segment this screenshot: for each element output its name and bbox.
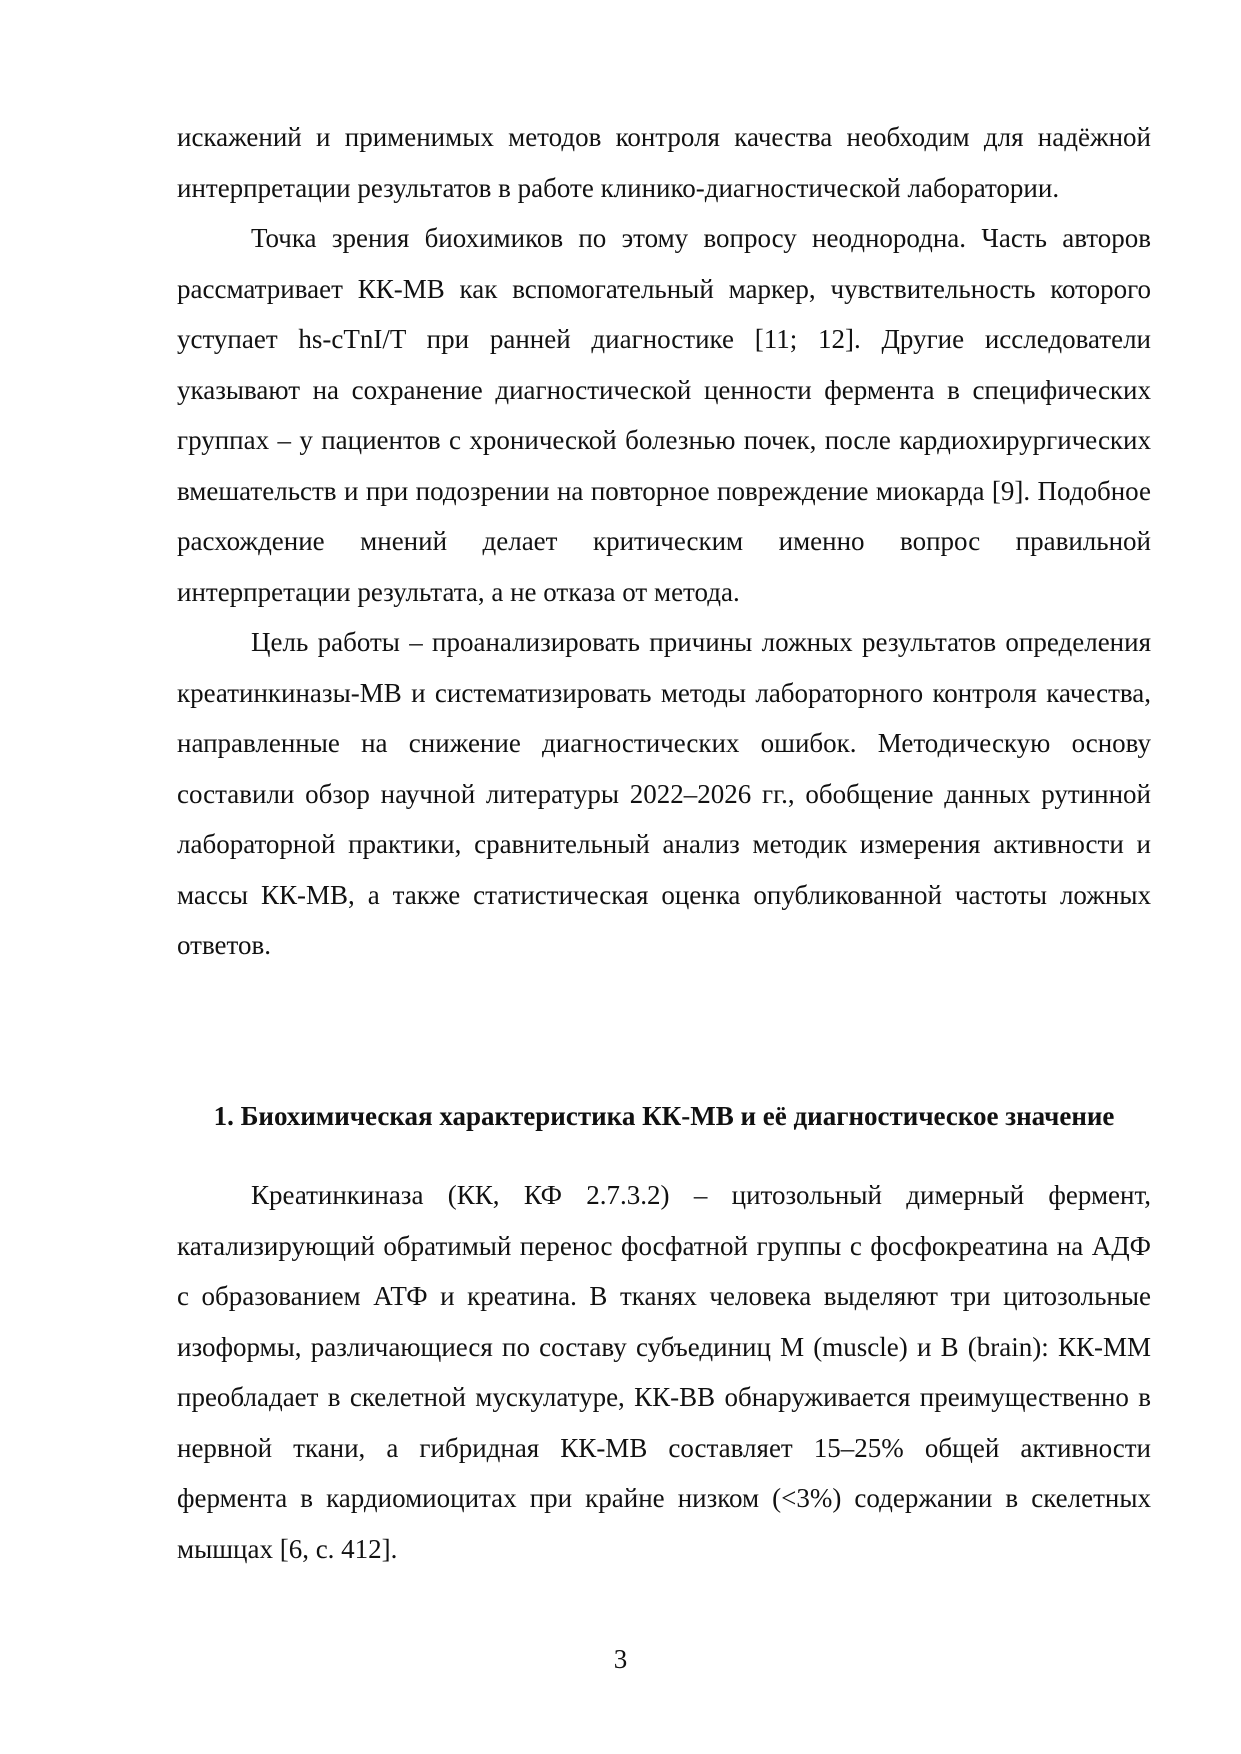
paragraph-aim: Цель работы – проанализировать причины ложных результатов определения креатинкиназы-МВ и систематизировать методы лабораторного контроля качества, направленные на снижение диагностических ошибок. Методическую основу составили обзор научной литературы 2022–2026 гг., обобщение данных рутинной лабораторной практики, сравнительный анализ методик измерения активности и массы КК-МВ, а также статистическая оценка опубликованной частоты ложных ответов. — [177, 627, 1151, 960]
body-text — [177, 112, 1151, 971]
paragraph-viewpoints: Точка зрения биохимиков по этому вопросу неоднородна. Часть авторов рассматривает КК-МВ как вспомогательный маркер, чувствительность которого уступает hs-cTnI/T при ранней диагностике [11; 12]. Другие исследователи указывают на сохранение диагностической ценности фермента в специфических группах – у пациентов с хронической болезнью почек, после кардиохирургических вмешательств и при подозрении на повторное повреждение миокарда [9]. Подобное расхождение мнений делает критическим именно вопрос правильной интерпретации результата, а не отказа от метода. — [177, 223, 1151, 607]
section-body — [177, 1170, 1151, 1574]
paragraph-continuation: искажений и применимых методов контроля качества необходим для надёжной интерпретации результатов в работе клинико-диагностической лаборатории. — [177, 122, 1151, 203]
section-heading: 1. Биохимическая характеристика КК-МВ и её диагностическое значение — [213, 1101, 1115, 1131]
page-number: 3 — [613, 1644, 628, 1674]
paragraph-creatine-kinase: Креатинкиназа (КК, КФ 2.7.3.2) – цитозольный димерный фермент, катализирующий обратимый перенос фосфатной группы с фосфокреатина на АДФ с образованием АТФ и креатина. В тканях человека выделяют три цитозольные изоформы, различающиеся по составу субъединиц М (muscle) и В (brain): КК-ММ преобладает в скелетной мускулатуре, КК-ВВ обнаруживается преимущественно в нервной ткани, а гибридная КК-МВ составляет 15–25% общей активности фермента в кардиомиоцитах при крайне низком (<3%) содержании в скелетных мышцах [6, с. 412]. — [177, 1180, 1151, 1564]
